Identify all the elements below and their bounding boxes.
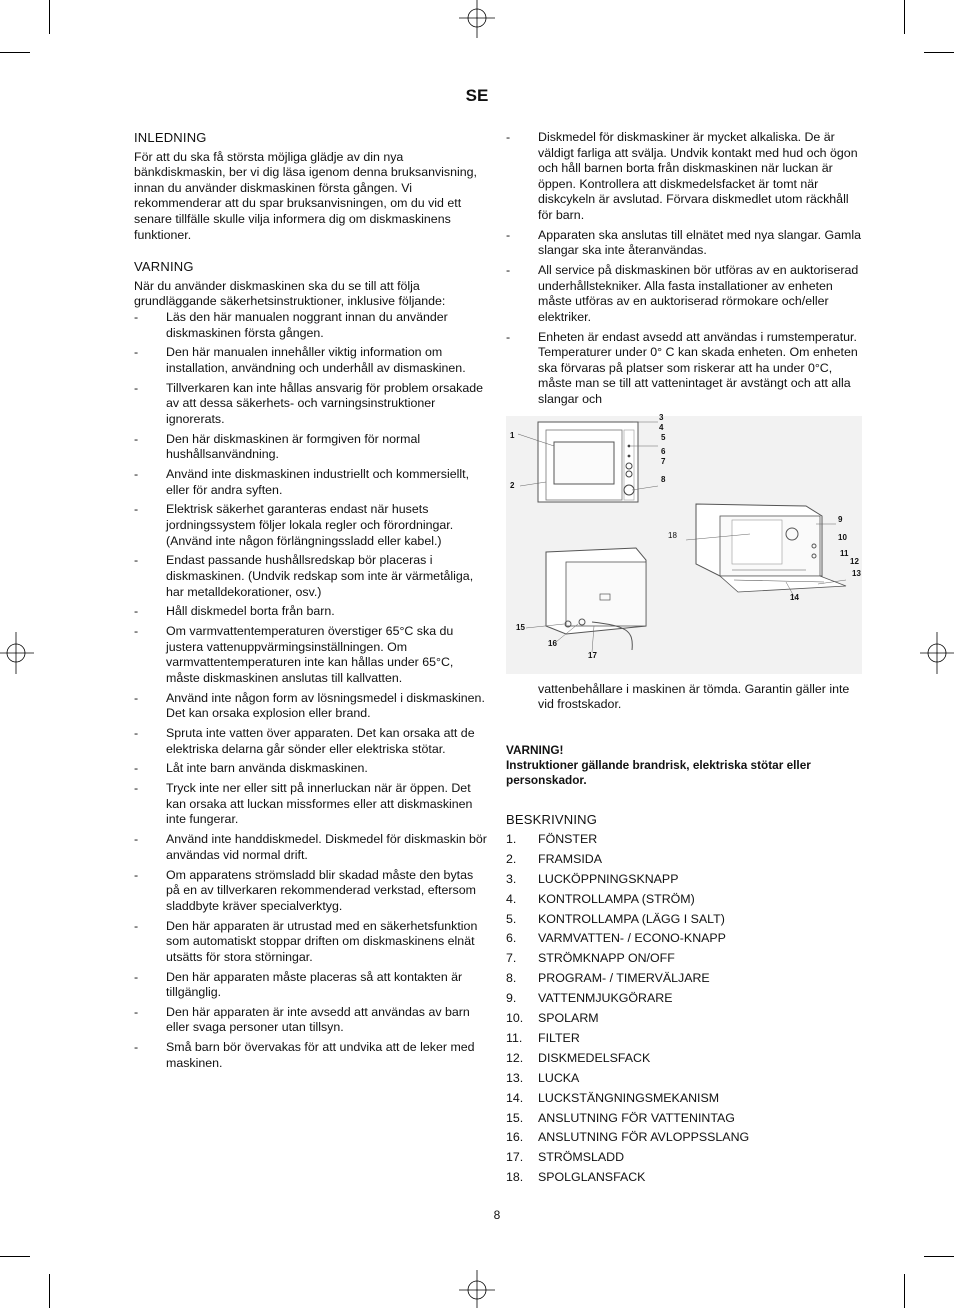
bullet-dash: - [134, 431, 139, 446]
bullet-text: All service på diskmaskinen bör utföras av en auktoriserad underhållstekniker. Alla fasta installationer av enheten måste utföras av en auktoriserad rörmokare och/eller elektriker. [538, 263, 859, 324]
item-number: 2. [506, 851, 517, 866]
item-number: 13. [506, 1070, 524, 1085]
bullet-text: Endast passande hushållsredskap bör placeras i diskmaskinen. (Undvik redskap som inte är värmetåliga, har metalldekorationer, osv.) [166, 553, 474, 599]
callout-label: 13 [852, 568, 861, 578]
parts-list-item [506, 852, 862, 872]
callout-label: 1 [510, 430, 515, 440]
item-label: SPOLGLANSFACK [538, 1170, 646, 1185]
bullet-dash: - [134, 726, 139, 741]
item-number: 4. [506, 891, 517, 906]
section-heading: BESKRIVNING [506, 812, 598, 828]
bullet-dash: - [506, 329, 511, 344]
bullet-dash: - [134, 604, 139, 619]
parts-list-item [506, 872, 862, 892]
warning-text: Instruktioner gällande brandrisk, elektriska stötar eller personskador. [506, 758, 811, 788]
parts-list-item [506, 832, 862, 852]
bullet-text: Tillverkaren kan inte hållas ansvarig för problem orsakade av att dessa säkerhets- och varningsinstruktioner ignorerats. [166, 380, 484, 426]
bullet-dash: - [134, 467, 139, 482]
callout-label: 11 [840, 548, 849, 558]
parts-list-item [506, 931, 862, 951]
bullet-dash: - [506, 227, 511, 242]
parts-list-item [506, 1130, 862, 1150]
bullet-item [134, 781, 488, 828]
bullet-text: Använd inte handdiskmedel. Diskmedel för diskmaskin bör användas vid normal drift. [166, 832, 487, 862]
section-varning [134, 259, 488, 1071]
section-heading: VARNING [134, 259, 194, 275]
item-label: LUCKA [538, 1070, 580, 1085]
callout-label: 9 [838, 514, 843, 524]
callout-label: 5 [661, 432, 666, 442]
item-label: FRAMSIDA [538, 851, 603, 866]
intro-paragraph: För att du ska få största möjliga glädje av din nya bänkdiskmaskin, ber vi dig läsa igenom denna bruksanvisning, innan du använder diskmaskinen första gången. Vi rekommenderar att du spar bruksanvisningen, om du vid ett senare tillfälle skulle vilja informera dig om diskmaskinens funktioner. [134, 149, 477, 242]
bullet-dash: - [134, 502, 139, 517]
item-number: 12. [506, 1050, 524, 1065]
bullet-text: Enheten är endast avsedd att användas i rumstemperatur. Temperaturer under 0° C kan skada enheten. Om enheten ska förvaras på platser som riskerar att ha under 0°C, måste man se till att vattenintaget är avstängt och att alla slangar och [538, 329, 858, 407]
registration-mark-icon [920, 632, 954, 674]
bullet-item [134, 432, 488, 463]
bullet-text: Den här apparaten måste placeras så att kontakten är tillgänglig. [166, 969, 463, 1000]
warning-list [134, 310, 488, 1072]
section-inledning [134, 130, 488, 243]
item-label: VARMVATTEN- / ECONO-KNAPP [538, 931, 726, 946]
callout-label: 12 [850, 556, 859, 566]
callout-label: 10 [838, 532, 847, 542]
bullet-dash: - [134, 918, 139, 933]
item-number: 3. [506, 871, 517, 886]
warning-title: VARNING! [506, 742, 564, 757]
bullet-dash: - [134, 781, 139, 796]
bullet-dash: - [134, 624, 139, 639]
item-number: 11. [506, 1030, 523, 1045]
bullet-item [134, 761, 488, 777]
bullet-item [506, 263, 862, 325]
crop-mark [924, 52, 954, 53]
bullet-text: Låt inte barn använda diskmaskinen. [166, 761, 368, 776]
left-column [134, 130, 488, 1076]
callout-label: 16 [548, 638, 557, 648]
item-number: 5. [506, 911, 517, 926]
parts-list-item [506, 1170, 862, 1190]
item-number: 7. [506, 951, 517, 966]
item-number: 9. [506, 991, 517, 1006]
callout-label: 15 [516, 622, 525, 632]
callout-label: 17 [588, 650, 597, 660]
item-label: LUCKÖPPNINGSKNAPP [538, 871, 679, 886]
continuation-text: vattenbehållare i maskinen är tömda. Garantin gäller inte vid frostskador. [538, 681, 850, 712]
bullet-text: Tryck inte ner eller sitt på innerluckan när är öppen. Det kan orsaka att luckan missformes eller att diskmaskinen inte fungerar. [166, 781, 473, 827]
bullet-text: Om varmvattentemperaturen överstiger 65°C ska du justera vattenuppvärmingsinställningen. Om varmvattentemperaturen inte kan hållas under 65°C, måste diskmaskinen anslutas till kallvatten. [166, 624, 454, 685]
item-label: LUCKSTÄNGNINGSMEKANISM [538, 1090, 720, 1105]
bullet-text: Använd inte diskmaskinen industriellt och kommersiellt, eller för andra syften. [166, 467, 470, 497]
parts-list-item [506, 1011, 862, 1031]
crop-mark [904, 0, 905, 34]
bullet-item [134, 1040, 488, 1071]
bullet-dash: - [134, 761, 139, 776]
callout-label: 8 [661, 474, 666, 484]
registration-mark-icon [0, 632, 34, 674]
bullet-item [134, 381, 488, 428]
crop-mark [0, 52, 30, 53]
item-label: ANSLUTNING FÖR VATTENINTAG [538, 1110, 735, 1125]
bullet-item [506, 330, 862, 408]
parts-list-item [506, 1111, 862, 1131]
bullet-item [134, 919, 488, 966]
bullet-item [134, 726, 488, 757]
item-label: FÖNSTER [538, 832, 598, 847]
bullet-item [134, 624, 488, 686]
bullet-item [134, 691, 488, 722]
registration-mark-icon [457, 0, 497, 40]
section-heading: INLEDNING [134, 130, 207, 145]
bullet-dash: - [134, 345, 139, 360]
item-number: 18. [506, 1170, 524, 1185]
bullet-item [506, 130, 862, 224]
bullet-text: Den här manualen innehåller viktig information om installation, användning och underhåll av dismaskinen. [166, 345, 466, 375]
callout-label: 6 [661, 446, 666, 456]
parts-list-item [506, 971, 862, 991]
bullet-item [134, 467, 488, 498]
bullet-dash: - [134, 1040, 139, 1055]
parts-list-item [506, 1031, 862, 1051]
bullet-item [134, 345, 488, 376]
bullet-item [134, 604, 488, 620]
bullet-dash: - [134, 867, 139, 882]
right-column [506, 130, 862, 1190]
parts-list-item [506, 912, 862, 932]
parts-list-item [506, 1091, 862, 1111]
parts-list-item [506, 1150, 862, 1170]
item-label: KONTROLLAMPA (STRÖM) [538, 891, 695, 906]
page-number: 8 [493, 1208, 501, 1222]
item-number: 8. [506, 971, 517, 986]
bullet-text: Använd inte någon form av lösningsmedel i diskmaskinen. Det kan orsaka explosion eller brand. [166, 690, 485, 721]
bullet-item [134, 553, 488, 600]
item-label: SPOLARM [538, 1011, 599, 1026]
bullet-text: Den här apparaten är inte avsedd att användas av barn eller svaga personer utan tillsyn. [166, 1004, 470, 1035]
bullet-text: Den här apparaten är utrustad med en säkerhetsfunktion som automatiskt stoppar driften om diskmaskinens elnät utsätts för stora störningar. [166, 918, 478, 964]
bullet-text: Om apparatens strömsladd blir skadad måste den bytas på en av tillverkaren rekommenderad verkstad, eftersom sladdbyte kräver specialverktyg. [166, 867, 476, 913]
bullet-dash: - [134, 969, 139, 984]
bullet-dash: - [134, 380, 139, 395]
item-number: 14. [506, 1090, 524, 1105]
item-number: 17. [506, 1150, 524, 1165]
dishwasher-illustration [506, 416, 862, 674]
parts-list-item [506, 951, 862, 971]
callout-label: 2 [510, 480, 515, 490]
item-label: STRÖMKNAPP ON/OFF [538, 951, 675, 966]
crop-mark [49, 0, 50, 34]
dishwasher-diagram [506, 412, 862, 674]
bullet-dash: - [506, 263, 511, 278]
bullet-dash: - [134, 309, 139, 324]
bullet-dash: - [506, 130, 511, 144]
warning-intro: När du använder diskmaskinen ska du se till att följa grundläggande säkerhetsinstruktioner, inklusive följande: [134, 278, 446, 309]
parts-list-item [506, 1051, 862, 1071]
callout-label: 14 [790, 592, 799, 602]
section-beskrivning [506, 812, 862, 1190]
callout-label: 7 [661, 456, 666, 466]
bullet-dash: - [134, 553, 139, 568]
parts-list-item [506, 892, 862, 912]
bullet-item [134, 1005, 488, 1036]
language-code: SE [465, 86, 489, 105]
callout-label: 3 [659, 412, 664, 422]
item-number: 10. [506, 1011, 524, 1026]
item-label: DISKMEDELSFACK [538, 1050, 651, 1065]
bullet-item [134, 832, 488, 863]
bullet-text: Den här diskmaskinen är formgiven för normal hushållsanvändning. [166, 431, 421, 462]
crop-mark [904, 1274, 905, 1308]
callout-label: 18 [668, 530, 677, 540]
parts-list-item [506, 991, 862, 1011]
bullet-text: Apparaten ska anslutas till elnätet med nya slangar. Gamla slangar ska inte återanvändas. [538, 227, 862, 258]
item-label: PROGRAM- / TIMERVÄLJARE [538, 971, 710, 986]
bullet-text: Spruta inte vatten över apparaten. Det kan orsaka att de elektriska delarna går sönder eller elektriska stötar. [166, 726, 475, 756]
item-label: FILTER [538, 1030, 580, 1045]
crop-mark [924, 1256, 954, 1257]
item-label: ANSLUTNING FÖR AVLOPPSSLANG [538, 1130, 750, 1145]
bullet-item [134, 310, 488, 341]
item-number: 1. [506, 832, 517, 847]
bullet-item [506, 228, 862, 259]
registration-mark-icon [457, 1270, 497, 1308]
callout-label: 4 [659, 422, 664, 432]
crop-mark [49, 1274, 50, 1308]
crop-mark [0, 1256, 30, 1257]
bullet-dash: - [134, 690, 139, 705]
bullet-text: Läs den här manualen noggrant innan du använder diskmaskinen första gången. [166, 309, 448, 340]
parts-list-item [506, 1071, 862, 1091]
bullet-text: Diskmedel för diskmaskiner är mycket alkaliska. De är väldigt farliga att svälja. Undvik kontakt med hud och ögon och håll barnen borta från diskmaskinen när luckan är öppen. Kontrollera att diskmedelsfacket är tomt när diskcykeln är avslutad. Förvara diskmedlet utom räckhåll för barn. [538, 130, 858, 222]
item-label: KONTROLLAMPA (LÄGG I SALT) [538, 911, 725, 926]
bullet-text: Elektrisk säkerhet garanteras endast när husets jordningssystem följer lokala regler och förordningar. (Använd inte någon förlängningssladd eller kabel.) [166, 502, 454, 548]
item-number: 6. [506, 931, 517, 946]
item-label: VATTENMJUKGÖRARE [538, 991, 673, 1006]
bullet-item [134, 868, 488, 915]
item-label: STRÖMSLADD [538, 1150, 625, 1165]
bullet-text: Håll diskmedel borta från barn. [166, 604, 335, 619]
bullet-item [134, 502, 488, 549]
bullet-dash: - [134, 832, 139, 847]
warning-list-continued [506, 130, 862, 408]
bullet-item [134, 970, 488, 1001]
item-number: 16. [506, 1130, 524, 1145]
bullet-dash: - [134, 1004, 139, 1019]
item-number: 15. [506, 1110, 524, 1125]
bullet-text: Små barn bör övervakas för att undvika att de leker med maskinen. [166, 1040, 475, 1070]
parts-list [506, 832, 862, 1190]
